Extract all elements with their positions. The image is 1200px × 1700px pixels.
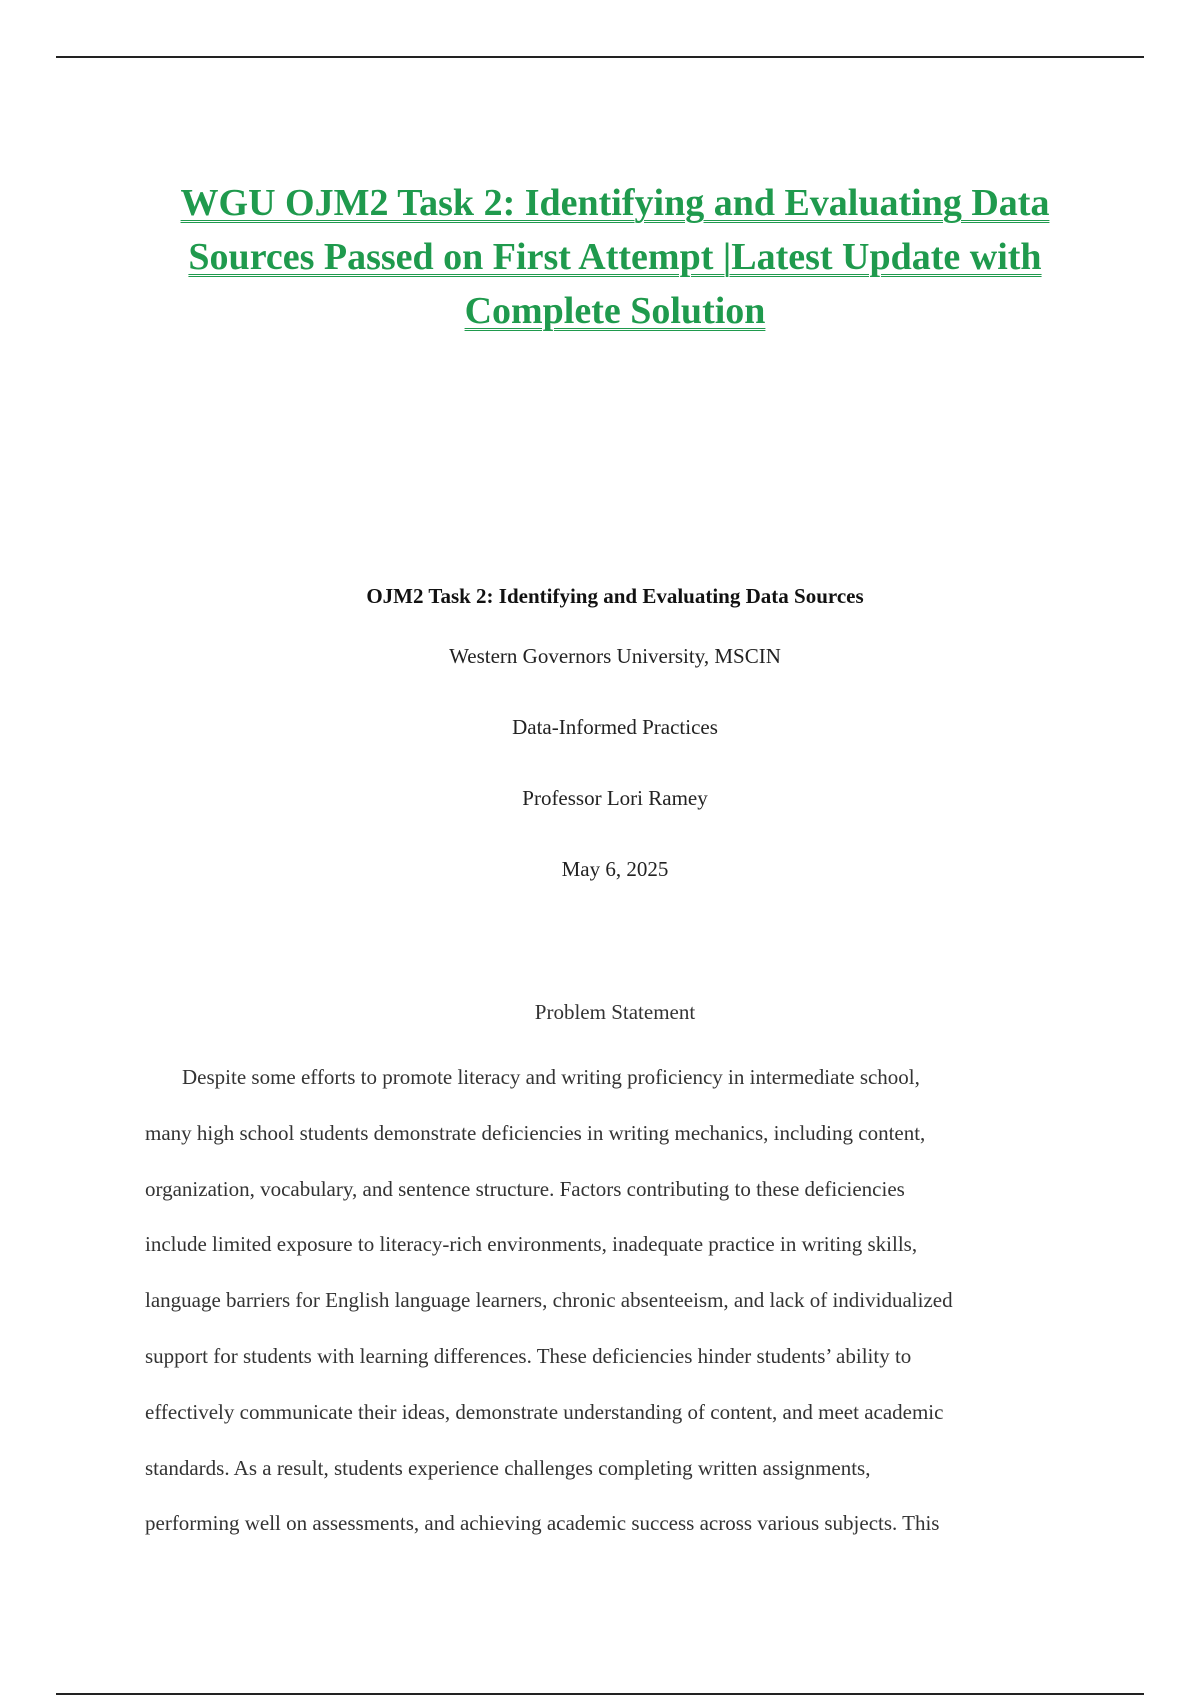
paragraph-line: support for students with learning differences. These deficiencies hinder students’ ability to	[145, 1343, 912, 1368]
paragraph-line: standards. As a result, students experience challenges completing written assignments,	[145, 1455, 871, 1480]
title-page-block	[120, 578, 1110, 887]
title-line: WGU OJM2 Task 2: Identifying and Evaluating Data	[180, 182, 1050, 224]
document-title	[120, 176, 1110, 338]
paragraph-line: organization, vocabulary, and sentence structure. Factors contributing to these deficiencies	[145, 1176, 905, 1201]
section-heading: Problem Statement	[534, 1000, 696, 1024]
title-line: Complete Solution	[464, 290, 766, 332]
paragraph-line: Despite some efforts to promote literacy and writing proficiency in intermediate school,	[182, 1065, 920, 1089]
paragraph-line: include limited exposure to literacy-rich environments, inadequate practice in writing skills,	[145, 1232, 918, 1257]
body-paragraph	[145, 1050, 1075, 1552]
title-line: Sources Passed on First Attempt |Latest Update with	[188, 236, 1042, 278]
course-name: Data-Informed Practices	[512, 715, 718, 739]
paragraph-line: language barriers for English language learners, chronic absenteeism, and lack of individualized	[145, 1288, 953, 1313]
top-rule	[56, 56, 1144, 58]
bottom-rule	[56, 1693, 1144, 1695]
instructor-name: Professor Lori Ramey	[522, 786, 708, 810]
paper-title: OJM2 Task 2: Identifying and Evaluating Data Sources	[366, 584, 864, 608]
paragraph-line: many high school students demonstrate deficiencies in writing mechanics, including content,	[145, 1120, 926, 1145]
paragraph-line: effectively communicate their ideas, demonstrate understanding of content, and meet academic	[145, 1399, 944, 1424]
paragraph-line: performing well on assessments, and achieving academic success across various subjects. This	[145, 1511, 940, 1536]
submission-date: May 6, 2025	[561, 857, 669, 881]
institution: Western Governors University, MSCIN	[449, 644, 781, 668]
